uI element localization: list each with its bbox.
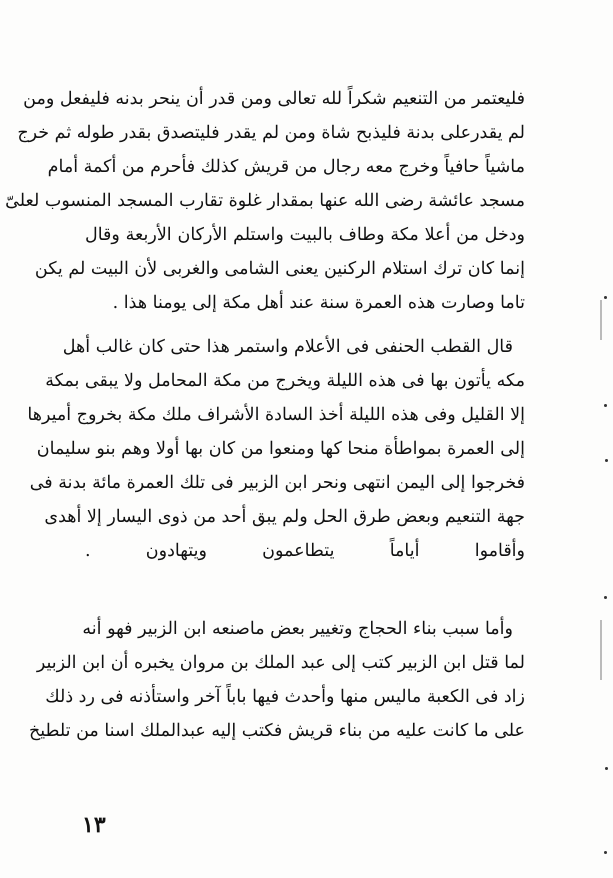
scan-speck [605, 767, 608, 770]
scan-speck [604, 596, 607, 599]
text-line: إلا القليل وفى هذه الليلة أخذ السادة الأشراف ملك مكة بخروج أميرها [27, 405, 525, 425]
text-line: ماشياً حافياً وخرج معه رجال من قريش كذلك فأحرم من أكمة أمام [47, 157, 525, 177]
text-line: زاد فى الكعبة ماليس منها وأحدث فيها باباً آخر واستأذنه فى رد ذلك [45, 687, 525, 707]
scan-edge-mark [600, 300, 602, 340]
text-line [85, 568, 525, 602]
text-line: قال القطب الحنفى فى الأعلام واستمر هذا حتى كان غالب أهل [62, 337, 513, 357]
text-line: مسجد عائشة رضى الله عنها بمقدار غلوة تقارب المسجد المنسوب لعلىّ [5, 191, 525, 211]
text-line: على ما كانت عليه من بناء قريش فكتب إليه عبدالملك اسنا من تلطيخ [28, 721, 525, 741]
text-line: تاما وصارت هذه العمرة سنة عند أهل مكة إلى يومنا هذا . [112, 293, 525, 313]
text-line: فليعتمر من التنعيم شكراً لله تعالى ومن قدر أن ينحر بدنه فليفعل ومن [23, 89, 525, 109]
scan-speck [604, 851, 607, 854]
text-line: وأما سبب بناء الحجاج وتغيير بعض ماصنعه ابن الزبير فهو أنه [82, 619, 513, 639]
scan-speck [605, 459, 608, 462]
text-line: مكه يأتون بها فى هذه الليلة ويخرج من مكة المحامل ولا يبقى بمكة [45, 371, 525, 391]
text-line: وأقاموا أياماً يتطاعمون ويتهادون . [85, 541, 525, 561]
text-line: جهة التنعيم وبعض طرق الحل ولم يبق أحد من ذوى اليسار إلا أهدى [44, 507, 525, 527]
text-line: لم يقدرعلى بدنة فليذبح شاة ومن لم يقدر فليتصدق بقدر طوله ثم خرج [17, 123, 525, 143]
text-line: فخرجوا إلى اليمن انتهى ونحر ابن الزبير فى تلك العمرة مائة بدنة فى [29, 473, 525, 493]
page-number: ١٣ [82, 812, 106, 838]
scan-speck [604, 296, 607, 299]
scan-speck [604, 404, 607, 407]
text-line: ودخل من أعلا مكة وطاف بالبيت واستلم الأركان الأربعة وقال [85, 225, 525, 245]
text-line: لما قتل ابن الزبير كتب إلى عبد الملك بن مروان يخبره أن ابن الزبير [36, 653, 525, 673]
text-line: إنما كان ترك استلام الركنين يعنى الشامى والغربى لأن البيت لم يكن [34, 259, 525, 279]
text-line: إلى العمرة بمواطأة منحا كها ومنعوا من كان بها أولا وهم بنو سليمان [36, 439, 525, 459]
scan-edge-mark [600, 620, 602, 680]
